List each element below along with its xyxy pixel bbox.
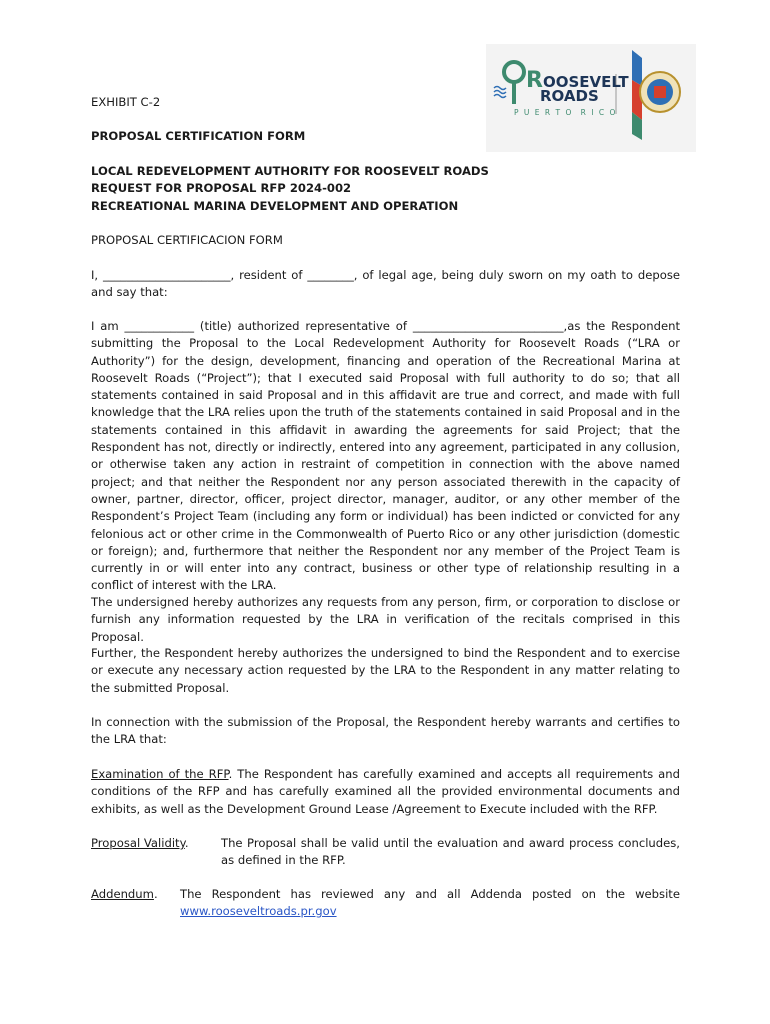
examination-item — [91, 766, 680, 818]
authorization-paragraph: The undersigned hereby authorizes any requests from any person, firm, or corporation to disclose or furnish any information requested by the LRA in verification of the recitals comprised in this Proposal. — [91, 595, 680, 644]
form-title: PROPOSAL CERTIFICATION FORM — [91, 129, 306, 143]
addendum-label: Addendum — [91, 887, 154, 901]
representative-paragraph: I am ____________ (title) authorized representative of __________________________,as the Respondent submitting the Proposal to the Local Redevelopment Authority for Roosevelt Roads (“LRA or Authority”) for the design, development, financing and operation of the Recreational Marina at Roosevelt Roads (“Project”); that I executed said Proposal with full authority to do so; that all statements contained in said Proposal and in this affidavit are true and correct, and made with full knowledge that the LRA relies upon the truth of the statements contained in said Proposal and in the statements contained in this affidavit in awarding the agreements for said Project; that the Respondent has not, directly or indirectly, entered into any agreement, participated in any collusion, or otherwise taken any action in restraint of competition in connection with the above named project; and that neither the Respondent nor any person associated therewith in the capacity of owner, partner, director, officer, project director, manager, auditor, or any other member of the Respondent’s Project Team (including any form or individual) has been indicted or convicted for any felonious act or other crime in the Commonwealth of Puerto Rico or any other jurisdiction (domestic or foreign); and, furthermore that neither the Respondent nor any member of the Project Team is currently in or will enter into any contract, business or other type of relationship resulting in a conflict of interest with the LRA. — [91, 319, 680, 593]
validity-item — [91, 835, 680, 870]
website-link[interactable]: www.rooseveltroads.pr.gov — [180, 904, 337, 919]
examination-label: Examination of the RFP — [91, 767, 229, 781]
validity-label: Proposal Validity — [91, 836, 185, 850]
validity-text: The Proposal shall be valid until the evaluation and award process concludes, as defined in the RFP. — [221, 836, 680, 868]
addendum-label-wrap: Addendum. — [91, 887, 158, 901]
addendum-item — [91, 886, 680, 921]
connection-paragraph: In connection with the submission of the Proposal, the Respondent hereby warrants and certifies to the LRA that: — [91, 715, 680, 747]
addendum-body — [180, 886, 680, 921]
rfp-heading: REQUEST FOR PROPOSAL RFP 2024-002 — [91, 181, 352, 195]
examination-text: . The Respondent has carefully examined and accepts all requirements and conditions of the RFP and has carefully examined all the provided environmental documents and exhibits, as well as the Development Ground Lease /Agreement to Execute included with the RFP. — [91, 767, 680, 816]
logo-line2: ROADS — [540, 87, 599, 105]
form-subtitle: PROPOSAL CERTIFICACION FORM — [91, 233, 283, 247]
further-paragraph: Further, the Respondent hereby authorizes the undersigned to bind the Respondent and to exercise or execute any necessary action requested by the LRA to the Respondent in any matter relating to the submitted Proposal. — [91, 646, 680, 695]
logo-initial: R — [526, 68, 543, 93]
authority-heading: LOCAL REDEVELOPMENT AUTHORITY FOR ROOSEVELT ROADS — [91, 164, 489, 178]
addendum-text: The Respondent has reviewed any and all Addenda posted on the website — [180, 887, 680, 901]
logo-subline: P U E R T O R I C O — [514, 108, 617, 117]
validity-label-wrap: Proposal Validity. — [91, 836, 189, 850]
exhibit-label: EXHIBIT C-2 — [91, 95, 161, 109]
project-heading: RECREATIONAL MARINA DEVELOPMENT AND OPERATION — [91, 199, 459, 213]
logo-line1: OOSEVELT — [542, 73, 629, 91]
oath-paragraph: I, ______________________, resident of ________, of legal age, being duly sworn on my oath to depose and say that: — [91, 268, 680, 300]
